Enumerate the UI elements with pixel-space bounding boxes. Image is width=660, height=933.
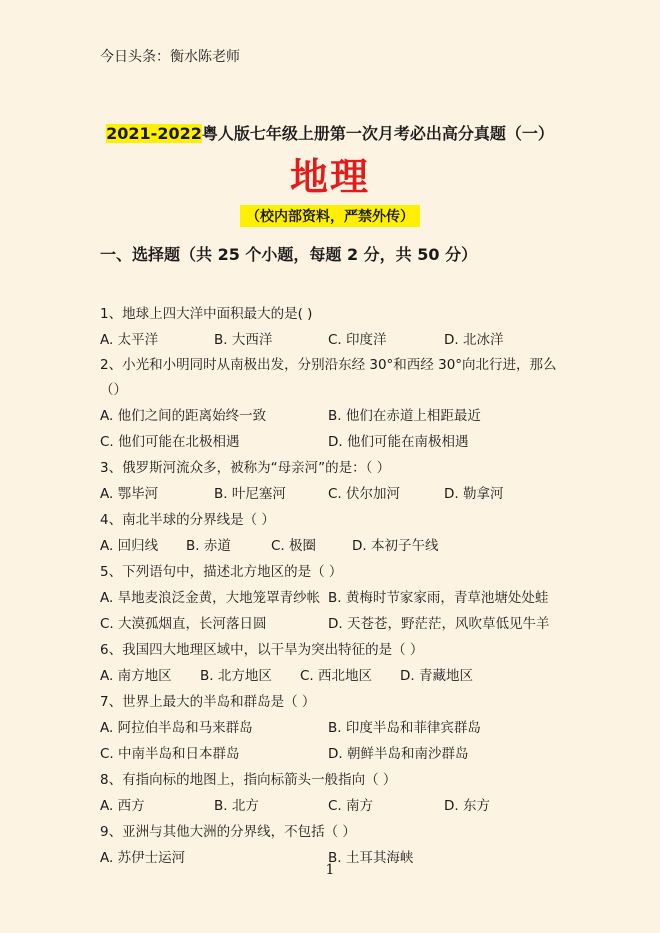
option-d: D. 北冰洋 <box>444 332 504 348</box>
option-a: A. 西方 <box>100 798 145 814</box>
option-a: A. 回归线 <box>100 538 159 554</box>
question-stem: 4、南北半球的分界线是（ ） <box>100 512 275 528</box>
option-c: C. 极圈 <box>271 538 317 554</box>
subject-title: 地理 <box>289 155 370 199</box>
option-d: D. 本初子午线 <box>352 538 439 554</box>
option-d: D. 青藏地区 <box>400 668 473 684</box>
option-b: B. 赤道 <box>186 538 231 554</box>
option-d: D. 他们可能在南极相遇 <box>328 434 469 450</box>
option-b: B. 叶尼塞河 <box>214 486 286 502</box>
exam-title <box>0 121 660 144</box>
section-heading: 一、选择题（共 25 个小题，每题 2 分，共 50 分） <box>100 245 478 264</box>
question-stem-continued: （） <box>100 382 127 398</box>
option-c: C. 南方 <box>328 798 374 814</box>
option-a: A. 太平洋 <box>100 332 159 348</box>
option-b: B. 北方地区 <box>200 668 272 684</box>
option-d: D. 天苍苍，野茫茫，风吹草低见牛羊 <box>328 616 550 632</box>
option-c: C. 伏尔加河 <box>328 486 401 502</box>
option-d: D. 勒拿河 <box>444 486 504 502</box>
question-stem: 2、小光和小明同时从南极出发，分别沿东经 30°和西经 30°向北行进，那么 <box>100 357 557 373</box>
title-rest: 粤人版七年级上册第一次月考必出高分真题（一） <box>201 124 554 143</box>
page-number: 1 <box>325 862 335 878</box>
option-c: C. 大漠孤烟直，长河落日圆 <box>100 616 267 632</box>
option-a: A. 鄂毕河 <box>100 486 159 502</box>
question-stem: 3、俄罗斯河流众多，被称为“母亲河”的是：（ ） <box>100 460 391 476</box>
option-a: A. 他们之间的距离始终一致 <box>100 408 267 424</box>
option-a: A. 旱地麦浪泛金黄，大地笼罩青纱帐 <box>100 590 321 606</box>
question-stem: 9、亚洲与其他大洲的分界线，不包括（ ） <box>100 824 356 840</box>
option-d: D. 朝鲜半岛和南沙群岛 <box>328 746 469 762</box>
option-a: A. 南方地区 <box>100 668 172 684</box>
option-c: C. 中南半岛和日本群岛 <box>100 746 240 762</box>
option-d: D. 东方 <box>444 798 490 814</box>
option-b: B. 土耳其海峡 <box>328 850 414 866</box>
question-stem: 7、世界上最大的半岛和群岛是（ ） <box>100 694 316 710</box>
option-c: C. 他们可能在北极相遇 <box>100 434 240 450</box>
option-b: B. 北方 <box>214 798 259 814</box>
option-b: B. 大西洋 <box>214 332 273 348</box>
confidential-note: （校内部资料，严禁外传） <box>240 205 420 227</box>
option-c: C. 西北地区 <box>300 668 373 684</box>
option-a: A. 苏伊士运河 <box>100 850 186 866</box>
option-b: B. 印度半岛和菲律宾群岛 <box>328 720 481 736</box>
question-stem: 5、下列语句中，描述北方地区的是（ ） <box>100 564 343 580</box>
option-a: A. 阿拉伯半岛和马来群岛 <box>100 720 253 736</box>
question-stem: 1、地球上四大洋中面积最大的是( ) <box>100 306 313 322</box>
option-b: B. 他们在赤道上相距最近 <box>328 408 481 424</box>
title-year: 2021-2022 <box>106 124 202 143</box>
option-b: B. 黄梅时节家家雨，青草池塘处处蛙 <box>328 590 549 606</box>
header-text: 今日头条：衡水陈老师 <box>100 49 240 65</box>
option-c: C. 印度洋 <box>328 332 387 348</box>
question-stem: 8、有指向标的地图上，指向标箭头一般指向（ ） <box>100 772 397 788</box>
question-stem: 6、我国四大地理区域中，以干旱为突出特征的是（ ） <box>100 642 424 658</box>
